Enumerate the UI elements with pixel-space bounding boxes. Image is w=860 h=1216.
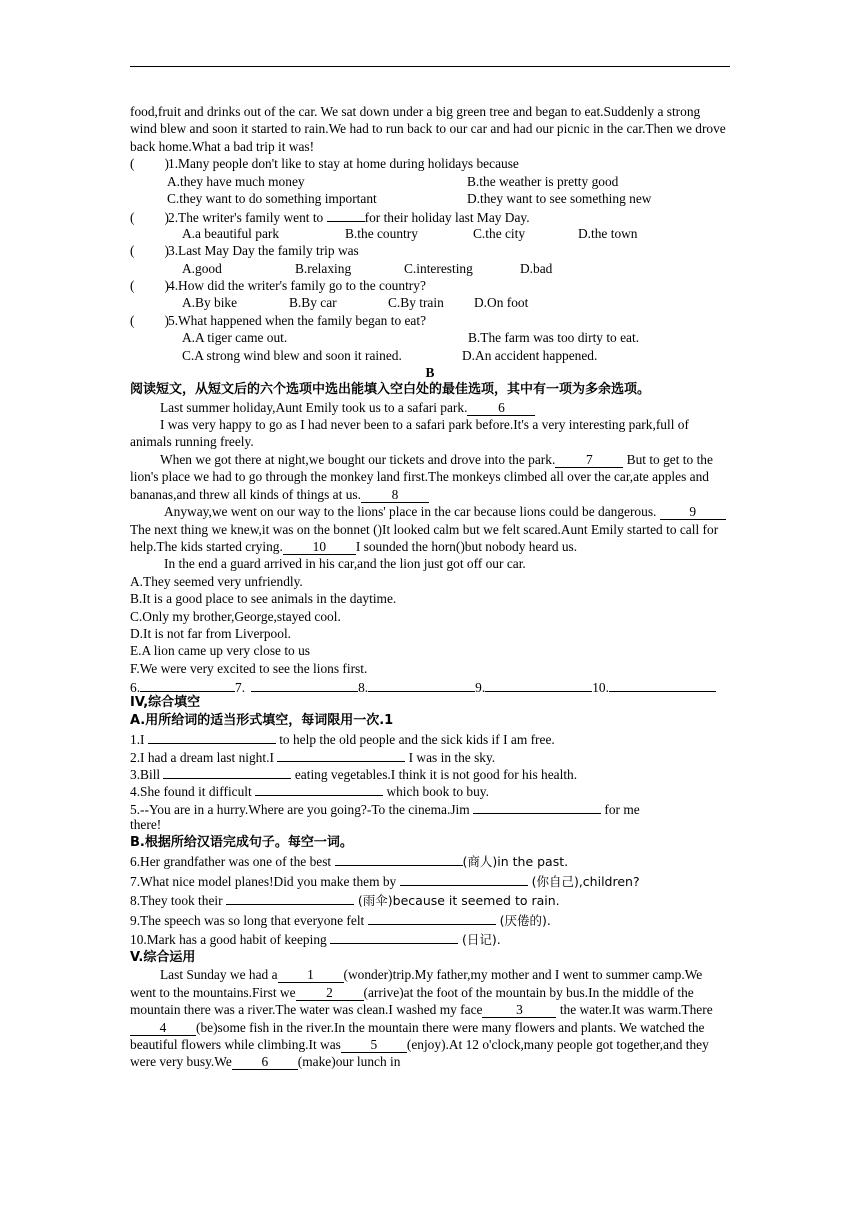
option[interactable]: D.An accident happened. [462, 347, 598, 363]
section-b-instruction: 阅读短文，从短文后的六个选项中选出能填入空白处的最佳选项，其中有一项为多余选项。 [130, 382, 651, 398]
translate-blank[interactable] [335, 851, 463, 866]
question-1: ( )1.Many people don't like to stay at home during holidays because [130, 156, 519, 172]
option-b: B.It is a good place to see animals in the daytime. [130, 591, 397, 607]
worksheet-page [130, 103, 730, 1071]
answer-paren[interactable]: ( ) [130, 312, 169, 328]
answer-blank-8[interactable] [368, 677, 475, 692]
fill-item-4: 4.She found it difficult which book to buy. [130, 781, 730, 798]
blank-6[interactable]: 6 [467, 401, 535, 416]
question-4-options [130, 294, 730, 311]
answer-paren[interactable]: ( ) [130, 277, 169, 293]
blank-v5[interactable]: 5 [341, 1038, 407, 1053]
blank-v2[interactable]: 2 [296, 986, 364, 1001]
option[interactable]: C.they want to do something important [167, 191, 377, 206]
fill-blank[interactable] [163, 764, 291, 779]
passage-b-paragraph-4: Anyway,we went on our way to the lions' place in the car because lions could be dangerous. 9The next thing we knew,it was on the bonnet ()It looked calm but we felt scared.Aunt Emily started to call for help.The kids started crying. 10 I sounded the horn()but nobody heard us. [130, 503, 730, 555]
section-iv-a-heading: A.用所给词的适当形式填空，每词限用一次.1 [130, 712, 394, 728]
answer-row: 6. 7. 8. 9. 10. [130, 677, 730, 694]
answer-blank-6[interactable] [140, 677, 235, 692]
passage-a-ending: food,fruit and drinks out of the car. We sat down under a big green tree and began to eat.Suddenly a strong wind blew and soon it started to rain.We had to run back to our car and had our picnic in the car.Then we drove back home.What a bad trip it was! [130, 104, 726, 154]
fill-blank[interactable] [277, 747, 405, 762]
option[interactable]: A.they have much money [167, 173, 305, 189]
translate-blank[interactable] [400, 871, 528, 886]
passage-b-paragraph-5: In the end a guard arrived in his car,and the lion just got off our car. [164, 556, 526, 572]
fill-item-2: 2.I had a dream last night.I I was in the sky. [130, 747, 730, 764]
option[interactable]: A.By bike [182, 295, 238, 311]
answer-paren[interactable]: ( ) [130, 156, 169, 172]
passage-b-paragraph-1: Last summer holiday,Aunt Emily took us to a safari park. 6 [130, 399, 730, 416]
translate-item-8: 8.They took their (雨伞)because it seemed to rain. [130, 890, 730, 910]
option[interactable]: A.good [182, 260, 222, 276]
question-2-options [130, 225, 730, 242]
question-4: ( )4.How did the writer's family go to the country? [130, 277, 426, 293]
translate-blank[interactable] [226, 890, 354, 905]
option-d: D.It is not far from Liverpool. [130, 625, 292, 641]
option[interactable]: B.The farm was too dirty to eat. [468, 330, 640, 346]
answer-blank-10[interactable] [609, 677, 716, 692]
fill-item-5: 5.--You are in a hurry.Where are you going?-To the cinema.Jim for me [130, 799, 730, 816]
question-2: ( )2.The writer's family went to for their holiday last May Day. [130, 207, 730, 224]
option[interactable]: C.the city [473, 225, 526, 241]
blank-9[interactable]: 9 [660, 505, 726, 520]
passage-b-paragraph-2: I was very happy to go as I had never been to a safari park before.It's a very interesting park,full of animals running freely. [130, 417, 689, 450]
option[interactable]: C.interesting [404, 260, 473, 276]
option[interactable]: D.they want to see something new [467, 191, 652, 206]
translate-item-10: 10.Mark has a good habit of keeping (日记). [130, 929, 730, 949]
option[interactable]: D.the town [578, 225, 638, 241]
answer-paren[interactable]: ( ) [130, 210, 169, 226]
translate-blank[interactable] [330, 929, 458, 944]
option-a: A.They seemed very unfriendly. [130, 573, 303, 589]
translate-item-7: 7.What nice model planes!Did you make them by (你自己),children? [130, 871, 730, 891]
section-iv-heading: IV,综合填空 [130, 695, 201, 711]
option[interactable]: A.a beautiful park [182, 225, 280, 241]
passage-b-paragraph-3: When we got there at night,we bought our tickets and drove into the park. 7 But to get to the lion's place we had to go through the monkey land first.The monkeys climbed all over the car,ate apples and bananas,and threw all kinds of things at us. 8 [130, 451, 713, 502]
option[interactable]: B.relaxing [295, 260, 352, 276]
blank-v1[interactable]: 1 [278, 968, 344, 983]
question-5: ( )5.What happened when the family began to eat? [130, 312, 427, 328]
option[interactable]: C.By train [388, 295, 444, 311]
fill-blank[interactable] [473, 799, 601, 814]
option[interactable]: B.the country [345, 225, 418, 241]
blank-8[interactable]: 8 [361, 488, 429, 503]
option[interactable]: A.A tiger came out. [182, 330, 288, 346]
option[interactable]: C.A strong wind blew and soon it rained. [182, 347, 402, 363]
section-iv-b-heading: B.根据所给汉语完成句子。每空一词。 [130, 834, 353, 850]
blank-7[interactable]: 7 [555, 453, 623, 468]
header-rule [130, 66, 730, 67]
answer-blank[interactable] [327, 207, 365, 222]
option-c: C.Only my brother,George,stayed cool. [130, 608, 341, 624]
question-5-options-row1 [130, 329, 730, 346]
option-f: F.We were very excited to see the lions first. [130, 660, 368, 676]
fill-item-1: 1.I to help the old people and the sick kids if I am free. [130, 729, 730, 746]
translate-item-9: 9.The speech was so long that everyone felt (厌倦的). [130, 910, 730, 930]
question-1-options-row2 [130, 190, 730, 207]
fill-blank[interactable] [255, 781, 383, 796]
blank-10[interactable]: 10 [283, 540, 356, 555]
question-1-options-row1 [130, 173, 730, 190]
blank-v3[interactable]: 3 [482, 1003, 556, 1018]
option-e: E.A lion came up very close to us [130, 643, 310, 659]
answer-blank-7[interactable] [251, 677, 358, 692]
answer-paren[interactable]: ( ) [130, 243, 169, 259]
fill-blank[interactable] [148, 729, 276, 744]
question-5-options-row2 [130, 347, 730, 364]
blank-v4[interactable]: 4 [130, 1021, 196, 1036]
blank-v6[interactable]: 6 [232, 1055, 298, 1070]
section-v-heading: V.综合运用 [130, 949, 196, 965]
option[interactable]: B.By car [289, 295, 337, 311]
fill-item-3: 3.Bill eating vegetables.I think it is not good for his health. [130, 764, 730, 781]
question-3: ( )3.Last May Day the family trip was [130, 243, 359, 259]
section-b-heading: B [425, 364, 435, 380]
passage-v: Last Sunday we had a 1 (wonder)trip.My father,my mother and I went to summer camp.We went to the mountains.First we 2 (arrive)at the foot of the mountain by bus.In the middle of the mountain there was a river.The water was clean.I washed my face 3 the water.It was warm.There4 (be)some fish in the river.In the mountain there were many flowers and plants. We watched the beautiful flowers while climbing.It was 5 (enjoy).At 12 o'clock,many people got together,and they were very busy.We 6 (make)our lunch in [130, 967, 713, 1070]
fill-item-5-cont: there! [130, 817, 162, 833]
option[interactable]: D.On foot [474, 295, 529, 311]
translate-item-6: 6.Her grandfather was one of the best (商人)in the past. [130, 851, 730, 871]
option[interactable]: D.bad [520, 260, 553, 276]
translate-blank[interactable] [368, 910, 496, 925]
question-3-options [130, 260, 730, 277]
answer-blank-9[interactable] [485, 677, 592, 692]
option[interactable]: B.the weather is pretty good [467, 173, 619, 189]
